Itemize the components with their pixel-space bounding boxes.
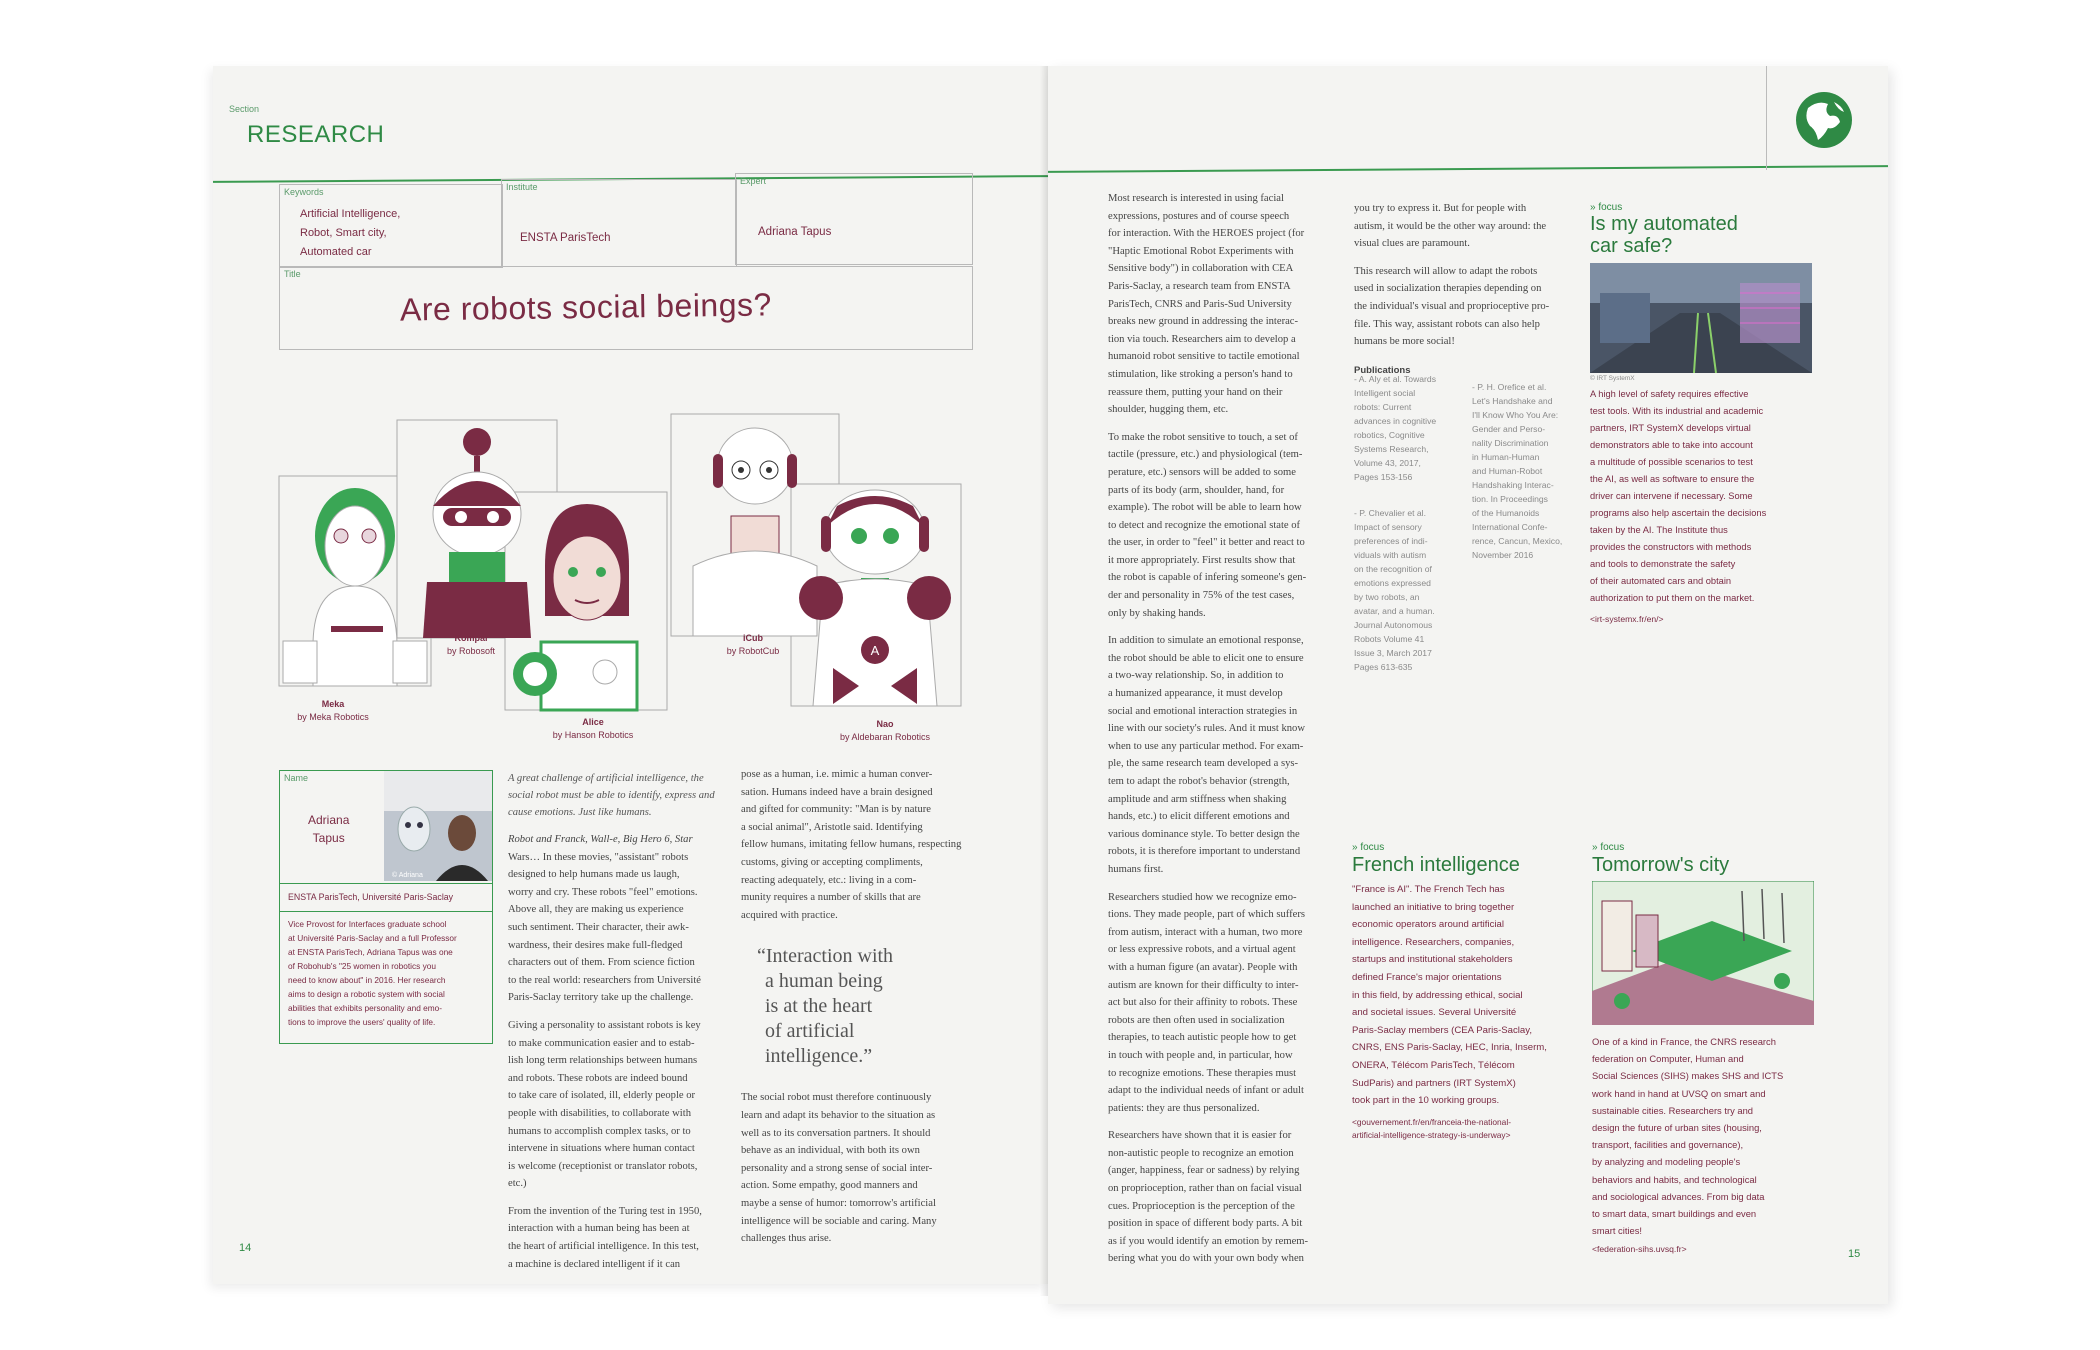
text-line: One of a kind in France, the CNRS research xyxy=(1592,1036,1776,1047)
text-line: took part in the 10 working groups. xyxy=(1352,1095,1500,1107)
caption-alice-by: by Hanson Robotics xyxy=(552,730,634,740)
text-line: and robots. These robots are indeed bound xyxy=(508,1072,688,1084)
text-line: as if you would identify an emotion by remem- xyxy=(1108,1235,1309,1247)
paragraph xyxy=(741,766,973,924)
person-name xyxy=(308,811,349,847)
text-line: tions. They made people, part of which suffers xyxy=(1108,909,1306,921)
paragraph xyxy=(508,1203,728,1273)
focus-tomorrows-city xyxy=(1592,842,1824,1258)
car-image-credit: © IRT SystemX xyxy=(1590,375,1635,382)
text-line: when to use any particular method. For exam- xyxy=(1108,740,1304,752)
robots-illustration xyxy=(273,386,985,826)
text-line: the heart of artificial intelligence. In this test, xyxy=(508,1241,699,1253)
text-line: action. Some empathy, good manners and xyxy=(741,1180,918,1192)
text-line: Volume 43, 2017, xyxy=(1354,458,1421,468)
text-line: various dominance style. To better design the xyxy=(1108,828,1300,840)
text-line: "France is AI". The French Tech has xyxy=(1352,884,1505,895)
institute-box xyxy=(501,179,737,267)
text-line: worry and cry. These robots "feel" emotions. xyxy=(508,886,698,898)
text-line: intelligence. Researchers, companies, xyxy=(1352,936,1515,948)
text-line: Intelligent social xyxy=(1354,388,1416,398)
text-line: line with our society's rules. And it must know xyxy=(1108,723,1305,735)
left-column-2 xyxy=(741,766,973,1248)
section-label: Section xyxy=(229,104,260,114)
text-line: The social robot must therefore continuously xyxy=(741,1092,932,1104)
right-column-1 xyxy=(1108,190,1340,1268)
header-rule-right xyxy=(1048,165,1888,173)
text-line: expressions, postures and of course speech xyxy=(1108,210,1290,222)
text-line: interaction with a human being has been at xyxy=(508,1223,690,1235)
text-line: This research will allow to adapt the robots xyxy=(1354,265,1538,277)
text-line: November 2016 xyxy=(1472,550,1534,560)
expert-card xyxy=(279,770,493,1044)
text-line: the robot is capable of infering someone's gen- xyxy=(1108,572,1307,584)
text-line: by analyzing and modeling people's xyxy=(1592,1156,1741,1168)
text-line: acquired with practice. xyxy=(741,909,838,921)
text-line: amplitude and arm stiffness when shaking xyxy=(1108,793,1287,805)
text-line: In addition to simulate an emotional response, xyxy=(1108,635,1304,647)
paragraph xyxy=(1354,263,1578,351)
text-line: tactile (pressure, etc.) and physiological (tem- xyxy=(1108,449,1303,461)
bio-line: need to know about" in 2016. Her research xyxy=(288,975,446,985)
text-line: defined France's major orientations xyxy=(1352,971,1502,983)
text-line: demonstrators able to take into account xyxy=(1590,440,1753,450)
caption-nao xyxy=(815,718,955,744)
right-column-2 xyxy=(1354,200,1578,376)
text-line: you try to express it. But for people with xyxy=(1354,203,1527,214)
text-line: federation on Computer, Human and xyxy=(1592,1053,1744,1065)
quote-line: intelligence.” xyxy=(765,1045,873,1068)
paragraph xyxy=(1108,632,1340,878)
bio-line: aims to design a robotic system with social xyxy=(288,989,445,999)
text-line: humans to accomplish complex tasks, or to xyxy=(508,1125,691,1137)
text-line: and sociological advances. From big data xyxy=(1592,1190,1765,1202)
text-line: example). The robot will be able to learn how xyxy=(1108,502,1302,514)
bio-line: at ENSTA ParisTech, Adriana Tapus was one xyxy=(288,947,453,957)
text-line: Above all, they are making us experience xyxy=(508,904,684,916)
text-line: sation. Humans indeed have a brain designed xyxy=(741,786,933,798)
quote-line: “Interaction with xyxy=(757,945,894,968)
affiliation: ENSTA ParisTech, Université Paris-Saclay xyxy=(288,892,454,902)
text-line: autism, it would be the other way around: the xyxy=(1354,220,1547,232)
focus-tc-text xyxy=(1592,1033,1824,1239)
text-line: used in socialization therapies depending on xyxy=(1354,283,1542,295)
text-line: the AI, as well as software to ensure the xyxy=(1590,474,1755,484)
text-line: cues. Proprioception is the perception of the xyxy=(1108,1200,1295,1212)
text-line: and gifted for community: "Man is by nature xyxy=(741,804,931,816)
text-line: the robot should be able to elicit one to ensure xyxy=(1108,652,1304,664)
text-line: such sentiment. Their character, their awk- xyxy=(508,921,689,933)
bio-line: tions to improve the users' quality of life. xyxy=(288,1017,436,1027)
text-line: Let's Handshake and xyxy=(1472,396,1553,406)
focus-french-intelligence xyxy=(1352,842,1584,1142)
caption-alice xyxy=(528,716,658,742)
text-line: driver can intervene if necessary. Some xyxy=(1590,491,1753,501)
text-line: advances in cognitive xyxy=(1354,416,1437,426)
link-line[interactable]: artificial-intelligence-strategy-is-underway> xyxy=(1352,1129,1511,1140)
left-column-1 xyxy=(508,770,728,1273)
text-line: is welcome (receptionist or translator robots, xyxy=(508,1160,698,1172)
text-line: to smart data, smart buildings and even xyxy=(1592,1208,1757,1220)
text-line: transport, facilities and governance), xyxy=(1592,1139,1744,1151)
text-line: work hand in hand at UVSQ on smart and xyxy=(1592,1087,1766,1099)
text-line: in touch with people and, in particular, how xyxy=(1108,1049,1293,1061)
text-line: wardness, their desires make full-fledged xyxy=(508,939,683,951)
text-line: Social Sciences (SIHS) makes SHS and ICTS xyxy=(1592,1070,1784,1082)
pull-quote xyxy=(757,944,973,1069)
text-line: Paris-Saclay, a research team from ENSTA xyxy=(1108,280,1291,292)
text-line: in this field, by addressing ethical, social xyxy=(1352,989,1523,1001)
text-line: of the Humanoids xyxy=(1472,508,1540,518)
text-line: reacting adequately, etc.: living in a com- xyxy=(741,874,917,886)
card-divider-1 xyxy=(280,883,492,884)
text-line: therapies, to teach autistic people how to get xyxy=(1108,1032,1297,1044)
text-line: preferences of indi- xyxy=(1354,536,1428,546)
text-line: to the real world: researchers from Université xyxy=(508,974,701,986)
text-line: a machine is declared intelligent if it can xyxy=(508,1258,681,1270)
text-line: Pages 153-156 xyxy=(1354,472,1413,482)
text-line: well as to its conversation partners. It should xyxy=(741,1127,931,1139)
expert-box xyxy=(735,173,973,265)
text-line: - P. Chevalier et al. xyxy=(1354,508,1426,518)
text-line: ParisTech, CNRS and Paris-Sud University xyxy=(1108,298,1292,310)
text-line: a social animal", Aristotle said. Identifying xyxy=(741,821,923,833)
text-line: personality and a strong sense of social inter- xyxy=(741,1162,933,1174)
text-line: perature, etc.) sensors will be added to some xyxy=(1108,466,1296,478)
text-line: Wars… In these movies, "assistant" robots xyxy=(508,851,689,863)
text-line: munity requires a number of skills that are xyxy=(741,892,921,904)
caption-nao-name: Nao xyxy=(876,719,894,729)
text-line: A high level of safety requires effective xyxy=(1590,389,1749,399)
text-line: Journal Autonomous xyxy=(1354,620,1433,630)
text-line: learn and adapt its behavior to the situation as xyxy=(741,1109,936,1121)
caption-icub-by: by RobotCub xyxy=(726,646,780,656)
text-line: or less expressive robots, and a virtual agent xyxy=(1108,944,1296,956)
text-line: smart cities! xyxy=(1592,1225,1643,1237)
text-line: it more appropriately. First results show that xyxy=(1108,554,1296,566)
text-line: Impact of sensory xyxy=(1354,522,1422,532)
quote-line: of artificial xyxy=(765,1020,855,1043)
text-line: maybe a sense of humor: tomorrow's artificial xyxy=(741,1197,936,1209)
text-line: emotions expressed xyxy=(1354,578,1431,588)
focus-tag: » focus xyxy=(1352,842,1385,853)
keywords-label: Keywords xyxy=(284,187,324,197)
text-line: bering what you do with your own body when xyxy=(1108,1253,1304,1265)
keywords-box xyxy=(279,184,503,268)
text-line: Giving a personality to assistant robots is key xyxy=(508,1019,701,1031)
text-line: designed to help humans made us laugh, xyxy=(508,869,680,881)
text-line: act but also for their affinity to robots. These xyxy=(1108,997,1298,1009)
caption-nao-by: by Aldebaran Robotics xyxy=(839,732,931,742)
text-line: humanoid robot sensitive to tactile emotional xyxy=(1108,351,1300,363)
text-line: by two robots, an xyxy=(1354,592,1420,602)
keyword-2: Robot, Smart city, xyxy=(300,227,387,239)
caption-alice-name: Alice xyxy=(582,717,604,727)
text-line: social and emotional interaction strategies in xyxy=(1108,705,1298,717)
paragraph xyxy=(1354,200,1578,253)
focus-car-link[interactable]: <irt-systemx.fr/en/> xyxy=(1590,614,1664,624)
expert-label: Expert xyxy=(740,176,767,186)
text-line: characters out of them. From science fiction xyxy=(508,957,695,969)
publication-c xyxy=(1472,380,1584,562)
text-line: autism are known for their difficulty to inter- xyxy=(1108,979,1299,991)
text-line: and tools to demonstrate the safety xyxy=(1590,559,1736,569)
text-line: sustainable cities. Researchers try and xyxy=(1592,1104,1754,1116)
bio xyxy=(288,917,457,1029)
text-line: avatar, and a human. xyxy=(1354,606,1435,616)
text-line: cause emotions. Just like humans. xyxy=(508,807,652,818)
text-line: provides the constructors with methods xyxy=(1590,542,1752,552)
person-photo xyxy=(384,771,492,881)
page-number-right: 15 xyxy=(1848,1248,1861,1260)
paragraph xyxy=(741,1089,973,1247)
keyword-3: Automated car xyxy=(300,246,372,258)
caption-meka-by: by Meka Robotics xyxy=(297,712,369,722)
institute-label: Institute xyxy=(506,182,538,192)
text-line: intervene in situations where human contact xyxy=(508,1143,695,1155)
paragraph xyxy=(1108,889,1340,1118)
text-line: social robot must be able to identify, express and xyxy=(508,790,715,801)
text-line: robots, it is therefore important to understand xyxy=(1108,846,1301,858)
text-line: Handshaking Interac- xyxy=(1472,480,1554,490)
text-line: - P. H. Orefice et al. xyxy=(1472,382,1547,392)
text-line: Pages 613-635 xyxy=(1354,662,1413,672)
caption-kompai-name: Kompai xyxy=(454,633,488,643)
focus-car-title xyxy=(1590,213,1822,257)
text-line: behave as an individual, with both its own xyxy=(741,1145,920,1157)
text-line: a humanized appearance, it must develop xyxy=(1108,688,1283,700)
text-line: to make communication easier and to estab- xyxy=(508,1037,695,1049)
page-number-left: 14 xyxy=(239,1242,252,1254)
text-line: humans first. xyxy=(1108,863,1164,875)
title-line: car safe? xyxy=(1590,235,1673,257)
left-page xyxy=(213,66,1048,1284)
publications-title: Publications xyxy=(1354,364,1411,376)
text-line: file. This way, assistant robots can also help xyxy=(1354,318,1540,330)
paragraph xyxy=(1108,429,1340,623)
text-line: and Human-Robot xyxy=(1472,466,1543,476)
text-line: position in space of different body parts. A bit xyxy=(1108,1218,1303,1230)
text-line: Researchers have shown that it is easier for xyxy=(1108,1130,1292,1142)
publication-b xyxy=(1354,506,1462,674)
paragraph xyxy=(1108,1127,1340,1268)
text-line: and societal issues. Several Université xyxy=(1352,1007,1517,1019)
focus-fi-title: French intelligence xyxy=(1352,854,1520,876)
text-line: partners, IRT SystemX develops virtual xyxy=(1590,423,1751,433)
text-line: economic operators around artificial xyxy=(1352,919,1504,931)
title-line: Is my automated xyxy=(1590,213,1738,235)
text-line: ONERA, Télécom ParisTech, Télécom xyxy=(1352,1059,1515,1071)
text-line: to take care of isolated, ill, elderly people or xyxy=(508,1090,696,1102)
paragraph xyxy=(508,1017,728,1193)
text-line: in Human-Human xyxy=(1472,452,1540,462)
text-line: robotics, Cognitive xyxy=(1354,430,1425,440)
globe-icon xyxy=(1794,90,1854,150)
text-line: design the future of urban sites (housing, xyxy=(1592,1122,1762,1134)
text-line: the user, in order to "feel" it better and react to xyxy=(1108,537,1305,549)
text-line: authorization to put them on the market. xyxy=(1590,593,1755,603)
focus-tag: » focus xyxy=(1590,202,1623,213)
car-simulation-image xyxy=(1590,263,1812,373)
text-line: Systems Research, xyxy=(1354,444,1429,454)
text-line: Robots Volume 41 xyxy=(1354,634,1425,644)
paragraph xyxy=(1108,190,1340,419)
photo-credit: © Adriana xyxy=(392,872,423,879)
text-line: intelligence will be sociable and caring. Many xyxy=(741,1215,937,1227)
svg-text:A: A xyxy=(870,643,880,658)
focus-car xyxy=(1590,202,1822,628)
text-line: - A. Aly et al. Towards xyxy=(1354,374,1436,384)
text-line: from autism, interact with a human, two more xyxy=(1108,926,1303,938)
text-line: International Confe- xyxy=(1472,522,1548,532)
globe-divider xyxy=(1766,66,1767,170)
caption-meka xyxy=(273,698,393,724)
text-line: the individual's visual and proprioceptive pro- xyxy=(1354,300,1550,312)
text-line: Gender and Perso- xyxy=(1472,424,1546,434)
text-line: behaviors and habits, and technological xyxy=(1592,1173,1757,1185)
caption-kompai-by: by Robosoft xyxy=(446,646,496,656)
focus-fi-link[interactable] xyxy=(1352,1116,1584,1142)
text-line: "Haptic Emotional Robot Experiments with xyxy=(1108,245,1294,257)
person-first-name: Adriana xyxy=(308,813,350,827)
text-line: reassure them, putting your hand on their xyxy=(1108,386,1283,398)
name-label: Name xyxy=(284,773,309,783)
text-line: nality Discrimination xyxy=(1472,438,1549,448)
text-line: customs, giving or accepting compliments, xyxy=(741,856,923,868)
caption-kompai xyxy=(421,632,521,658)
focus-fi-text xyxy=(1352,881,1584,1110)
keywords-list xyxy=(300,205,400,262)
text-line: startups and institutional stakeholders xyxy=(1352,954,1513,966)
text-line: CNRS, ENS Paris-Saclay, HEC, Inria, Inserm, xyxy=(1352,1042,1547,1054)
text-line: lish long term relationships between humans xyxy=(508,1055,698,1067)
publication-a xyxy=(1354,372,1462,484)
text-line: taken by the AI. The Institute thus xyxy=(1590,525,1728,535)
institute-value: ENSTA ParisTech xyxy=(520,232,611,244)
focus-tc-link[interactable]: <federation-sihs.uvsq.fr> xyxy=(1592,1244,1687,1255)
nao-robot xyxy=(799,490,951,706)
text-line: challenges thus arise. xyxy=(741,1233,832,1245)
bio-line: of Robohub's "25 women in robotics you xyxy=(288,961,436,971)
person-last-name: Tapus xyxy=(312,831,345,845)
bio-line: Vice Provost for Interfaces graduate school xyxy=(288,919,447,929)
text-line: people with disabilities, to collaborate with xyxy=(508,1107,691,1119)
text-line: to detect and recognize the emotional state of xyxy=(1108,519,1301,531)
text-line: visual clues are paramount. xyxy=(1354,238,1470,250)
title-label: Title xyxy=(284,269,301,279)
text-line: of their automated cars and obtain xyxy=(1590,576,1732,586)
text-line: only by shaking hands. xyxy=(1108,607,1206,619)
text-line: a two-way relationship. So, in addition to xyxy=(1108,670,1284,682)
text-line: Researchers studied how we recognize emo- xyxy=(1108,891,1297,903)
text-line: robots are then often used in socialization xyxy=(1108,1014,1285,1026)
text-line: SudParis) and partners (IRT SystemX) xyxy=(1352,1077,1516,1089)
text-line: tion. In Proceedings xyxy=(1472,494,1548,504)
text-line: Most research is interested in using facial xyxy=(1108,193,1284,204)
text-line: etc.) xyxy=(508,1178,527,1190)
city-illustration xyxy=(1592,881,1814,1025)
card-divider-2 xyxy=(280,911,492,912)
caption-meka-name: Meka xyxy=(321,699,345,709)
text-line: tem to adapt the robot's behavior (strength, xyxy=(1108,776,1290,787)
text-line: tion via touch. Researchers aim to develop a xyxy=(1108,333,1296,345)
text-line: viduals with autism xyxy=(1354,550,1427,560)
right-page xyxy=(1048,66,1888,1304)
text-line: hands, etc.) to elicit different emotions and xyxy=(1108,811,1290,823)
text-line: shoulder, hugging them, etc. xyxy=(1108,404,1229,416)
text-line: programs also help ascertain the decisions xyxy=(1590,508,1767,518)
text-line: Paris-Saclay territory take up the challenge. xyxy=(508,992,694,1004)
text-line: humans be more social! xyxy=(1354,336,1455,348)
text-line: patients: they are thus personalized. xyxy=(1108,1102,1260,1114)
text-line: pose as a human, i.e. mimic a human conver- xyxy=(741,769,933,780)
focus-car-text xyxy=(1590,386,1822,607)
focus-tc-title: Tomorrow's city xyxy=(1592,854,1730,876)
caption-icub-name: iCub xyxy=(743,633,763,643)
intro-italic xyxy=(508,770,728,821)
text-line: test tools. With its industrial and academic xyxy=(1590,406,1764,416)
text-line: (anger, happiness, fear or sadness) by relying xyxy=(1108,1165,1300,1177)
text-line: parts of its body (arm, shoulder, hand, for xyxy=(1108,484,1285,496)
text-line: robots: Current xyxy=(1354,402,1412,412)
text-line: fellow humans, imitating fellow humans, respecting xyxy=(741,839,962,851)
text-line: ple, the same research team developed a sys- xyxy=(1108,758,1299,770)
keyword-1: Artificial Intelligence, xyxy=(300,208,401,220)
text-line: From the invention of the Turing test in 1950, xyxy=(508,1205,702,1217)
article-title: Are robots social beings? xyxy=(399,286,773,328)
text-line: adapt to the individual needs of infant or adult xyxy=(1108,1085,1304,1097)
text-line: for interaction. With the HEROES project (for xyxy=(1108,228,1305,240)
bio-line: at Université Paris-Saclay and a full Professor xyxy=(288,933,457,943)
text-line: A great challenge of artificial intelligence, the xyxy=(508,773,704,784)
caption-icub xyxy=(703,632,803,658)
title-box xyxy=(279,266,973,350)
text-line: launched an initiative to bring together xyxy=(1352,901,1515,913)
bio-line: abilities that exhibits personality and emo- xyxy=(288,1003,443,1013)
quote-line: is at the heart xyxy=(765,995,873,1018)
paragraph xyxy=(508,831,728,1007)
quote-line: a human being xyxy=(765,970,883,993)
expert-value: Adriana Tapus xyxy=(758,226,832,238)
section-title: RESEARCH xyxy=(247,121,385,148)
text-line: to recognize emotions. These therapies must xyxy=(1108,1067,1297,1079)
text-line: stimulation, like stroking a person's hand to xyxy=(1108,368,1293,380)
link-line[interactable]: <gouvernement.fr/en/franceia-the-national- xyxy=(1352,1116,1511,1127)
text-line: rence, Cancun, Mexico, xyxy=(1472,536,1563,546)
text-line: non-autistic people to recognize an emotion xyxy=(1108,1147,1294,1159)
text-line: der and personality in 75% of the test cases, xyxy=(1108,590,1295,602)
text-line: Paris-Saclay members (CEA Paris-Saclay, xyxy=(1352,1024,1533,1036)
text-line: on the recognition of xyxy=(1354,564,1432,574)
text-line: To make the robot sensitive to touch, a set of xyxy=(1108,431,1298,443)
text-line: Issue 3, March 2017 xyxy=(1354,648,1432,658)
text-line: with a human figure (an avatar). People with xyxy=(1108,961,1298,973)
text-line: breaks new ground in addressing the interac- xyxy=(1108,316,1299,328)
text-line: Sensitive body") in collaboration with CEA xyxy=(1108,263,1294,275)
text-line: Robot and Franck, Wall-e, Big Hero 6, Star xyxy=(508,834,693,845)
text-line: on proprioception, rather than on facial visual xyxy=(1108,1183,1302,1195)
text-line: I'll Know Who You Are: xyxy=(1472,410,1559,420)
focus-tag: » focus xyxy=(1592,842,1625,853)
text-line: a multitude of possible scenarios to test xyxy=(1590,457,1753,467)
